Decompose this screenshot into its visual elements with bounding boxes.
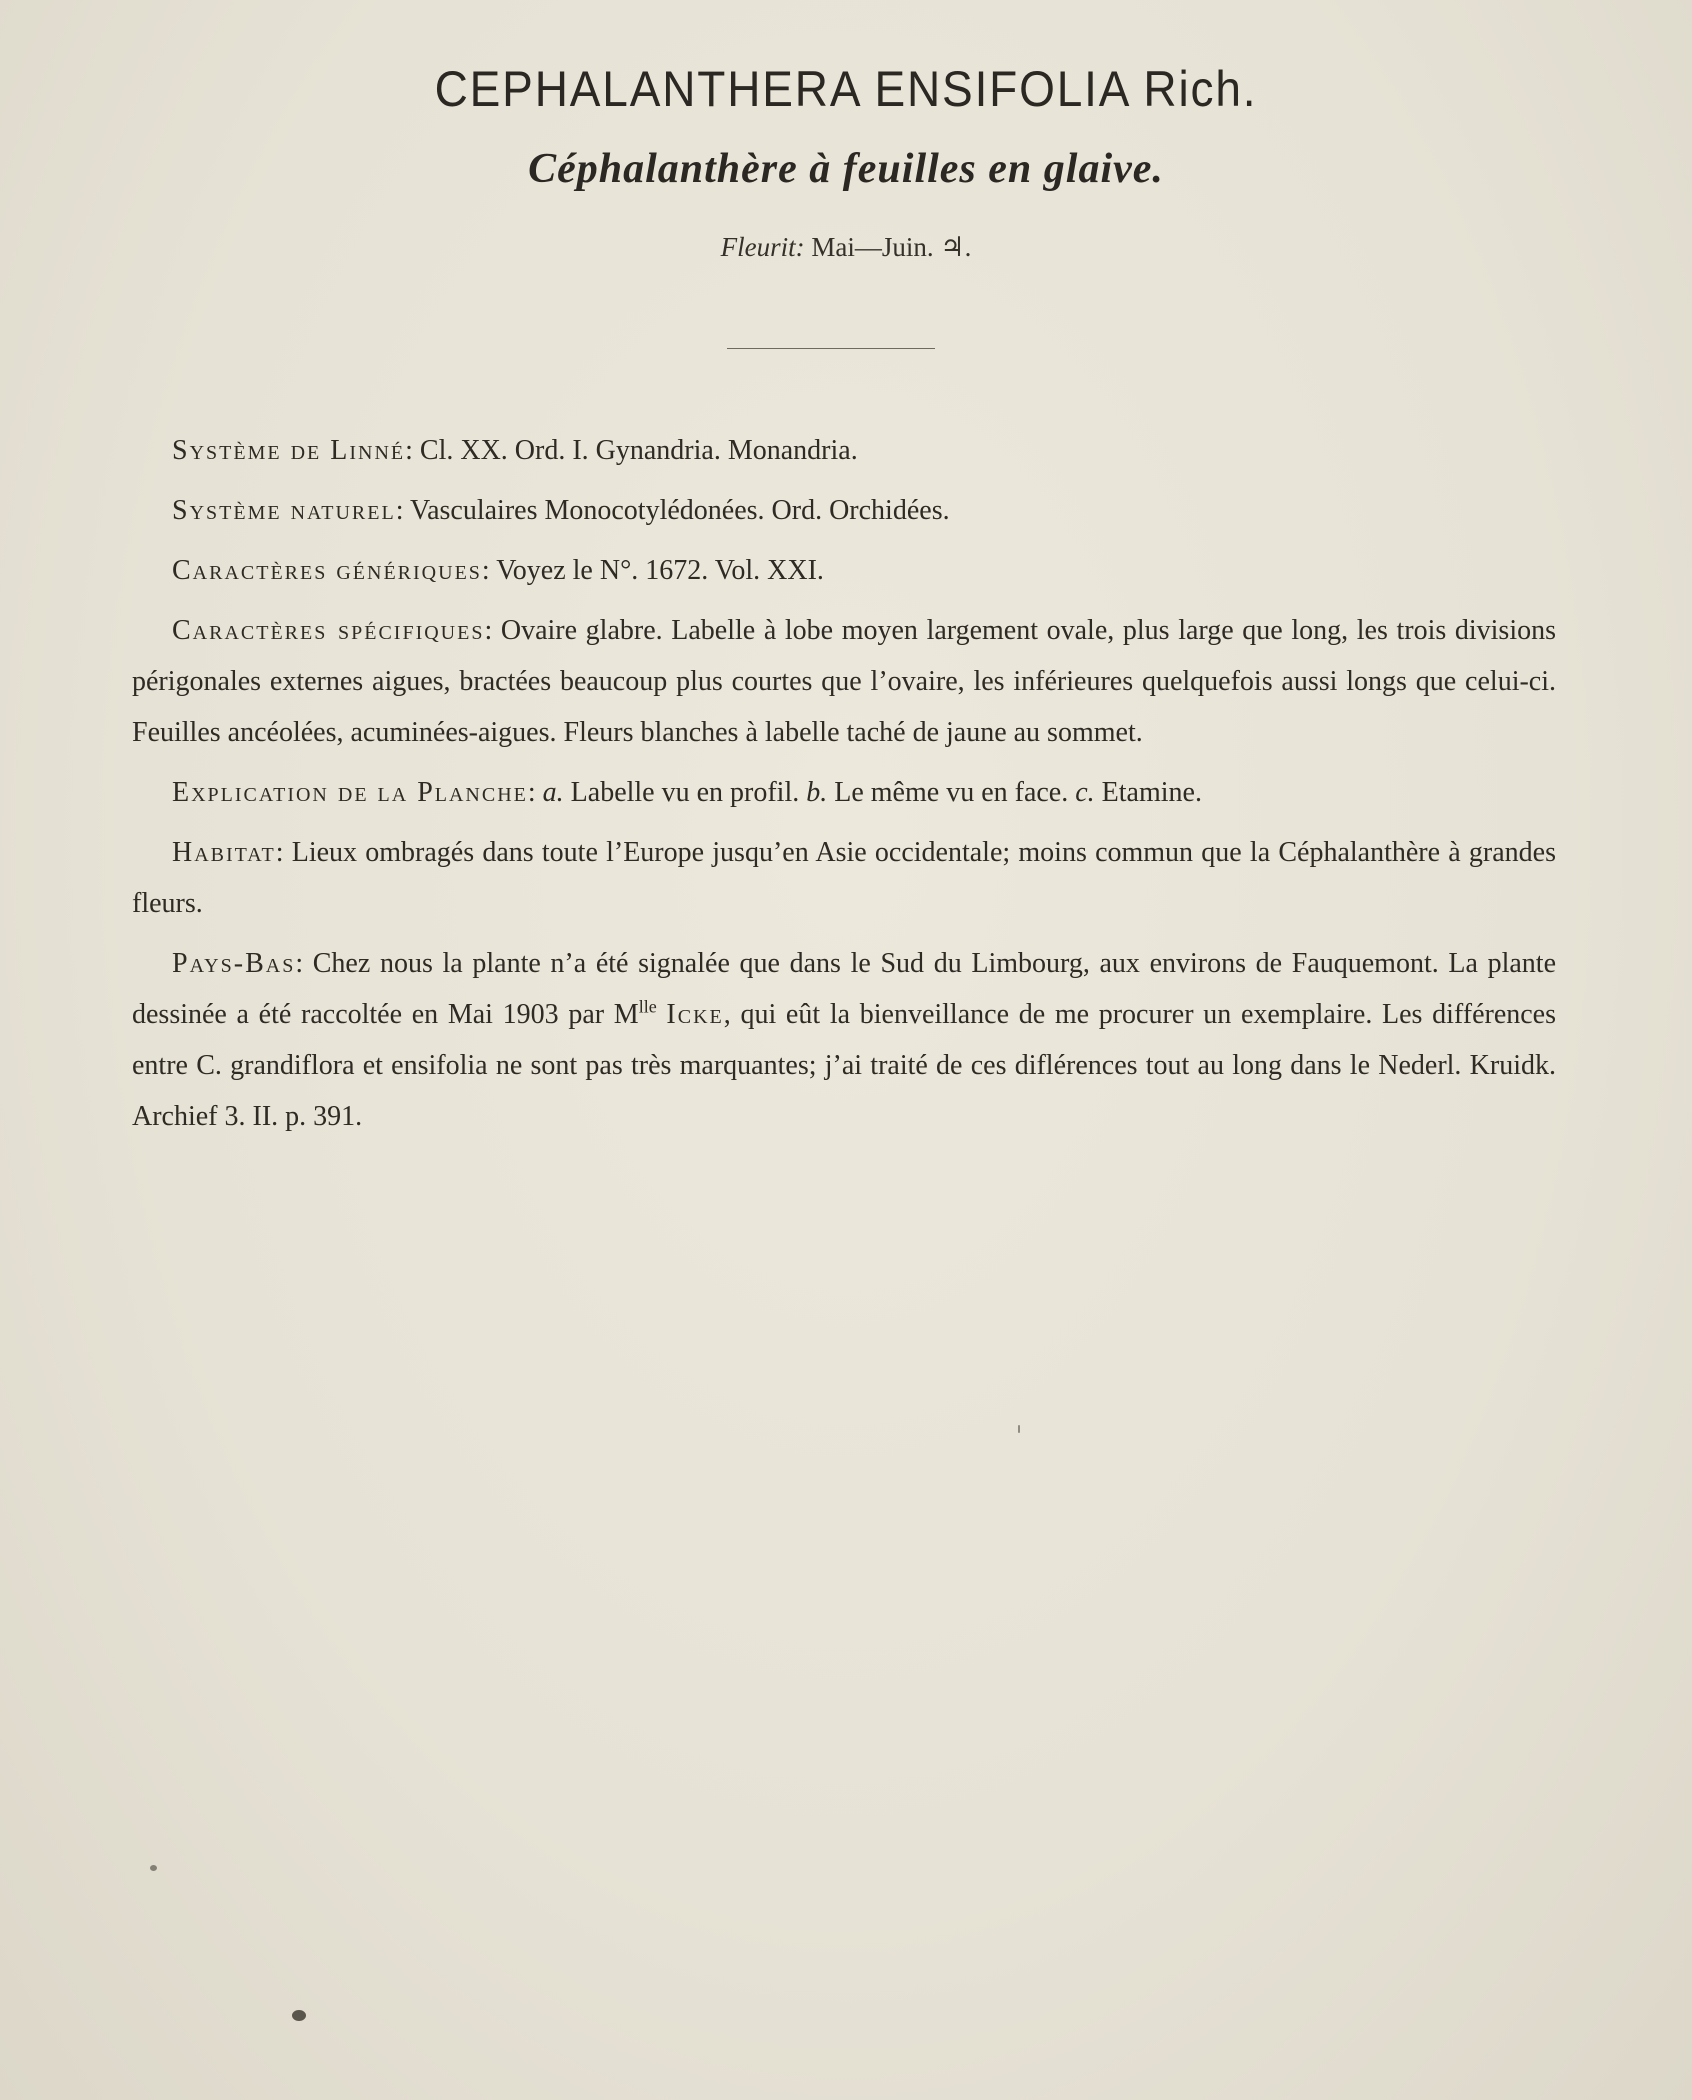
plate-letter-b: b. <box>806 777 828 808</box>
plate-letter-a: a. <box>542 777 564 808</box>
text-paysbas-after: , qui eût la bienveillance de me procurer un exemplaire. Les différences entre C. grandiflora et ensifolia ne sont pas très marquantes; j’ai traité de ces diflérences tout au long dans le Nederl. Kruidk. Archief 3. II. p. 391. <box>132 999 1556 1132</box>
text-generiques: Voyez le N°. 1672. Vol. XXI. <box>496 555 824 586</box>
description-body <box>132 425 1556 1151</box>
heading-generiques: Caractères génériques <box>172 555 482 586</box>
paragraph-naturel: Système naturel: Vasculaires Monocotylédonées. Ord. Orchidées. <box>172 495 950 526</box>
text-linne: Cl. XX. Ord. I. Gynandria. Monandria. <box>419 435 858 466</box>
paragraph-explication: Explication de la Planche: a. Labelle vu en profil. b. Le même vu en face. c. Etamine. <box>172 777 1202 808</box>
plate-text-a: Labelle vu en profil. <box>570 777 800 808</box>
paper-speck <box>150 1865 157 1871</box>
paper-speck <box>292 2010 306 2021</box>
paper-speck <box>1018 1425 1020 1433</box>
text-naturel: Vasculaires Monocotylédonées. Ord. Orchidées. <box>409 495 950 526</box>
title-divider <box>727 348 935 349</box>
text-habitat: Lieux ombragés dans toute l’Europe jusqu’en Asie occidentale; moins commun que la Céphalanthère à grandes fleurs. <box>132 837 1556 919</box>
title-superscript: lle <box>638 996 657 1017</box>
paragraph-specifiques: Caractères spécifiques: Ovaire glabre. Labelle à lobe moyen largement ovale, plus large que long, les trois divisions périgonales externes aigues, bractées beaucoup plus courtes que l’ovaire, les inférieures quelquefois aussi longs que celui-ci. Feuilles ancéolées, acuminées-aigues. Fleurs blanches à labelle taché de jaune au sommet. <box>132 615 1557 748</box>
flowering-value: Mai—Juin. ♃. <box>811 232 972 262</box>
heading-specifiques: Caractères spécifiques <box>172 615 485 646</box>
common-name-subtitle: Céphalanthère à feuilles en glaive. <box>528 146 1164 192</box>
paragraph-linne: Système de Linné: Cl. XX. Ord. I. Gynandria. Monandria. <box>172 435 858 466</box>
plate-letter-c: c. <box>1075 777 1095 808</box>
flowering-period <box>0 232 1692 263</box>
text-specifiques: Ovaire glabre. Labelle à lobe moyen largement ovale, plus large que long, les trois divisions périgonales externes aigues, bractées beaucoup plus courtes que l’ovaire, les inférieures quelquefois aussi longs que celui-ci. Feuilles ancéolées, acuminées-aigues. Fleurs blanches à labelle taché de jaune au sommet. <box>132 615 1557 748</box>
heading-explication: Explication de la Planche <box>172 777 528 808</box>
paragraph-generiques: Caractères génériques: Voyez le N°. 1672. Vol. XXI. <box>172 555 824 586</box>
plate-text-b: Le même vu en face. <box>834 777 1069 808</box>
paragraph-paysbas: Pays-Bas: Chez nous la plante n’a été signalée que dans le Sud du Limbourg, aux environs de Fauquemont. La plante dessinée a été raccoltée en Mai 1903 par $M^{lle}$ Icke, qui eût la bienveillance de me procurer un exemplaire. Les différences entre C. grandiflora et ensifolia ne sont pas très marquantes; j’ai traité de ces diflérences tout au long dans le Nederl. Kruidk. Archief 3. II. p. 391. <box>132 948 1556 1132</box>
heading-naturel: Système naturel <box>172 495 396 526</box>
text-paysbas-before: Chez nous la plante n’a été signalée que dans le Sud du Limbourg, aux environs de Fauquemont. La plante dessinée a été raccoltée en Mai 1903 par M <box>132 948 1556 1030</box>
heading-habitat: Habitat <box>172 837 276 868</box>
paragraph-habitat: Habitat: Lieux ombragés dans toute l’Europe jusqu’en Asie occidentale; moins commun que la Céphalanthère à grandes fleurs. <box>132 837 1556 919</box>
heading-paysbas: Pays-Bas <box>172 948 296 979</box>
species-title: CEPHALANTHERA ENSIFOLIA Rich. <box>434 61 1258 117</box>
heading-linne: Système de Linné <box>172 435 406 466</box>
plate-text-c: Etamine. <box>1101 777 1202 808</box>
person-name: Icke <box>666 999 724 1030</box>
flowering-label: Fleurit: <box>720 232 805 262</box>
